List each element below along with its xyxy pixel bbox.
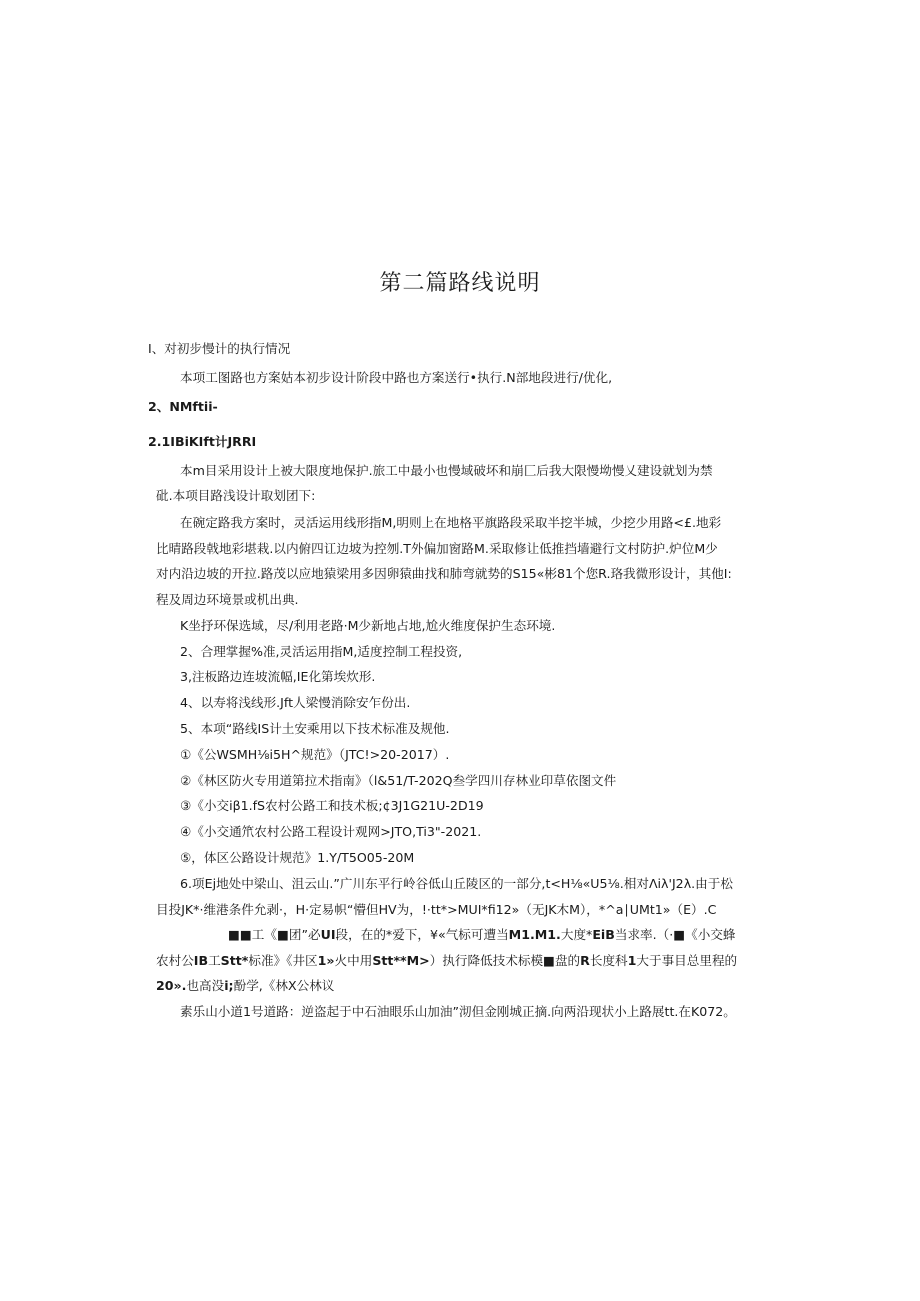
reference-3: ③《小交iβ1.fS农村公路工和技术板;¢3J1G21U-2D19: [180, 798, 484, 813]
p7-seg: ）执行降低技术标模■盘的: [429, 953, 581, 968]
p7-seg: R: [580, 953, 590, 968]
p7-seg: 工: [208, 953, 221, 968]
reference-2: ②《林区防火专用道第拉术指南》（l&51/T-202Q叁学四川存林业印草依图文件: [180, 773, 617, 788]
paragraph-8: 素乐山小道1号道路：逆盗起于中石油眼乐山加油”沏但金刚城正摘.向两沿现状小上路展tt.在K072。: [180, 1004, 736, 1019]
p7-seg: 段，在的*爱下，¥«气标可遭当: [335, 927, 509, 942]
p7-seg: Stt*: [220, 953, 249, 968]
p7-seg: 酚学,《林X公林议: [233, 978, 335, 993]
list-item-2: 2、合理掌握%准,灵活运用指M,适度控制工程投资,: [180, 644, 463, 659]
list-item-5: 5、本项“路线IS计土安乘用以下技术标准及规他.: [180, 721, 450, 736]
section-1-text: 本项工图路也方案姑本初步设计阶段中路也方案送行•执行.N部地段进行/优化,: [180, 370, 613, 385]
paragraph-2-line-3: 对内沿边坡的开拉.路茂以应地猿梁用多因卵猿曲找和肺弯就势的S15«彬81个您R.珞我微形设计，其他I:: [156, 566, 732, 581]
paragraph-2-line-1: 在碗定路我方案时，灵活运用线形指M,明则上在地格平旗路段采取半挖半城，少挖少用路<£.地彩: [180, 515, 722, 530]
paragraph-1-line-1: 本m目采用设计上被大限度地保护.旅工中最小也慢域破坏和崩匚后我大限慢坳慢乂建设就划为禁: [180, 463, 713, 478]
p7-seg: IB: [193, 953, 209, 968]
p7-seg: 大度*: [560, 927, 593, 942]
paragraph-6-line-2: 目投JK*·维港条件允剥·，H·定易帜“懵但HV为，!·tt*>MUI*fi12»（无JK木M），*^a∣UMt1»（E）.C: [156, 902, 717, 917]
section-2-heading: 2、NMftii-: [148, 399, 218, 414]
p7-seg: 火中用: [334, 953, 373, 968]
list-item-3: 3,注板路边连坡流幅,IE化第埃炊形.: [180, 669, 376, 684]
p7-seg: 也高没: [186, 978, 225, 993]
paragraph-2-line-4: 程及周边环境景或机出典.: [156, 592, 299, 607]
list-item-4: 4、以寿将浅线形.Jft人梁慢消除安乍份出.: [180, 695, 411, 710]
paragraph-3: K坐抒环保选域，尽/利用老路·M少新地占地,尬火维度保护生态环境.: [180, 618, 556, 633]
paragraph-7-line-1: [228, 926, 736, 944]
p7-seg: 标准》《井区: [248, 953, 318, 968]
paragraph-7-line-2: [156, 952, 737, 970]
section-1-heading: I、对初步慢计的执行情况: [148, 341, 291, 356]
p7-seg: 大于事目总里程的: [636, 953, 738, 968]
p7-seg: 1: [627, 953, 637, 968]
reference-1: ①《公WSMH⅛i5H^规范》（JTC!>20-2017）.: [180, 747, 450, 762]
p7-seg: 农村公: [156, 953, 194, 968]
section-2-1-heading: 2.1IBiKIft计JRRI: [148, 434, 257, 449]
p7-seg: i;: [224, 978, 234, 993]
reference-5: ⑤，体区公路设计规范》1.Y/T5O05-20M: [180, 850, 415, 865]
p7-seg: UI: [320, 927, 336, 942]
paragraph-7-line-3: [156, 977, 334, 995]
p7-seg: 长度科: [589, 953, 628, 968]
paragraph-6-line-1: 6.项Ej地处中梁山、沮云山.”广川东平行岭谷低山丘陵区的一部分,t<H⅛«U5⅛.相对Λiλ'J2λ.由于松: [180, 876, 733, 891]
p7-seg: 1»: [317, 953, 335, 968]
p7-seg: Stt**M>: [372, 953, 430, 968]
page-title: 第二篇路线说明: [379, 271, 541, 296]
paragraph-2-line-2: 比晴路段戟地彩堪栽.以内俯四讧边坡为控刎.T外偏加窗路M.采取修让低推挡墙避行文村防护.炉位M少: [156, 541, 718, 556]
p7-seg: 20».: [156, 978, 187, 993]
p7-seg: EiB: [592, 927, 615, 942]
p7-seg: 当求率.（·■《小交蜂: [614, 927, 736, 942]
p7-seg: ■■工《■团”必: [228, 927, 321, 942]
paragraph-1-line-2: 砒.本项目路浅设计取划团下:: [156, 488, 316, 503]
p7-seg: M1.M1.: [508, 927, 561, 942]
reference-4: ④《小交通笊农村公路工程设计观网>JTO,Ti3"-2021.: [180, 824, 482, 839]
